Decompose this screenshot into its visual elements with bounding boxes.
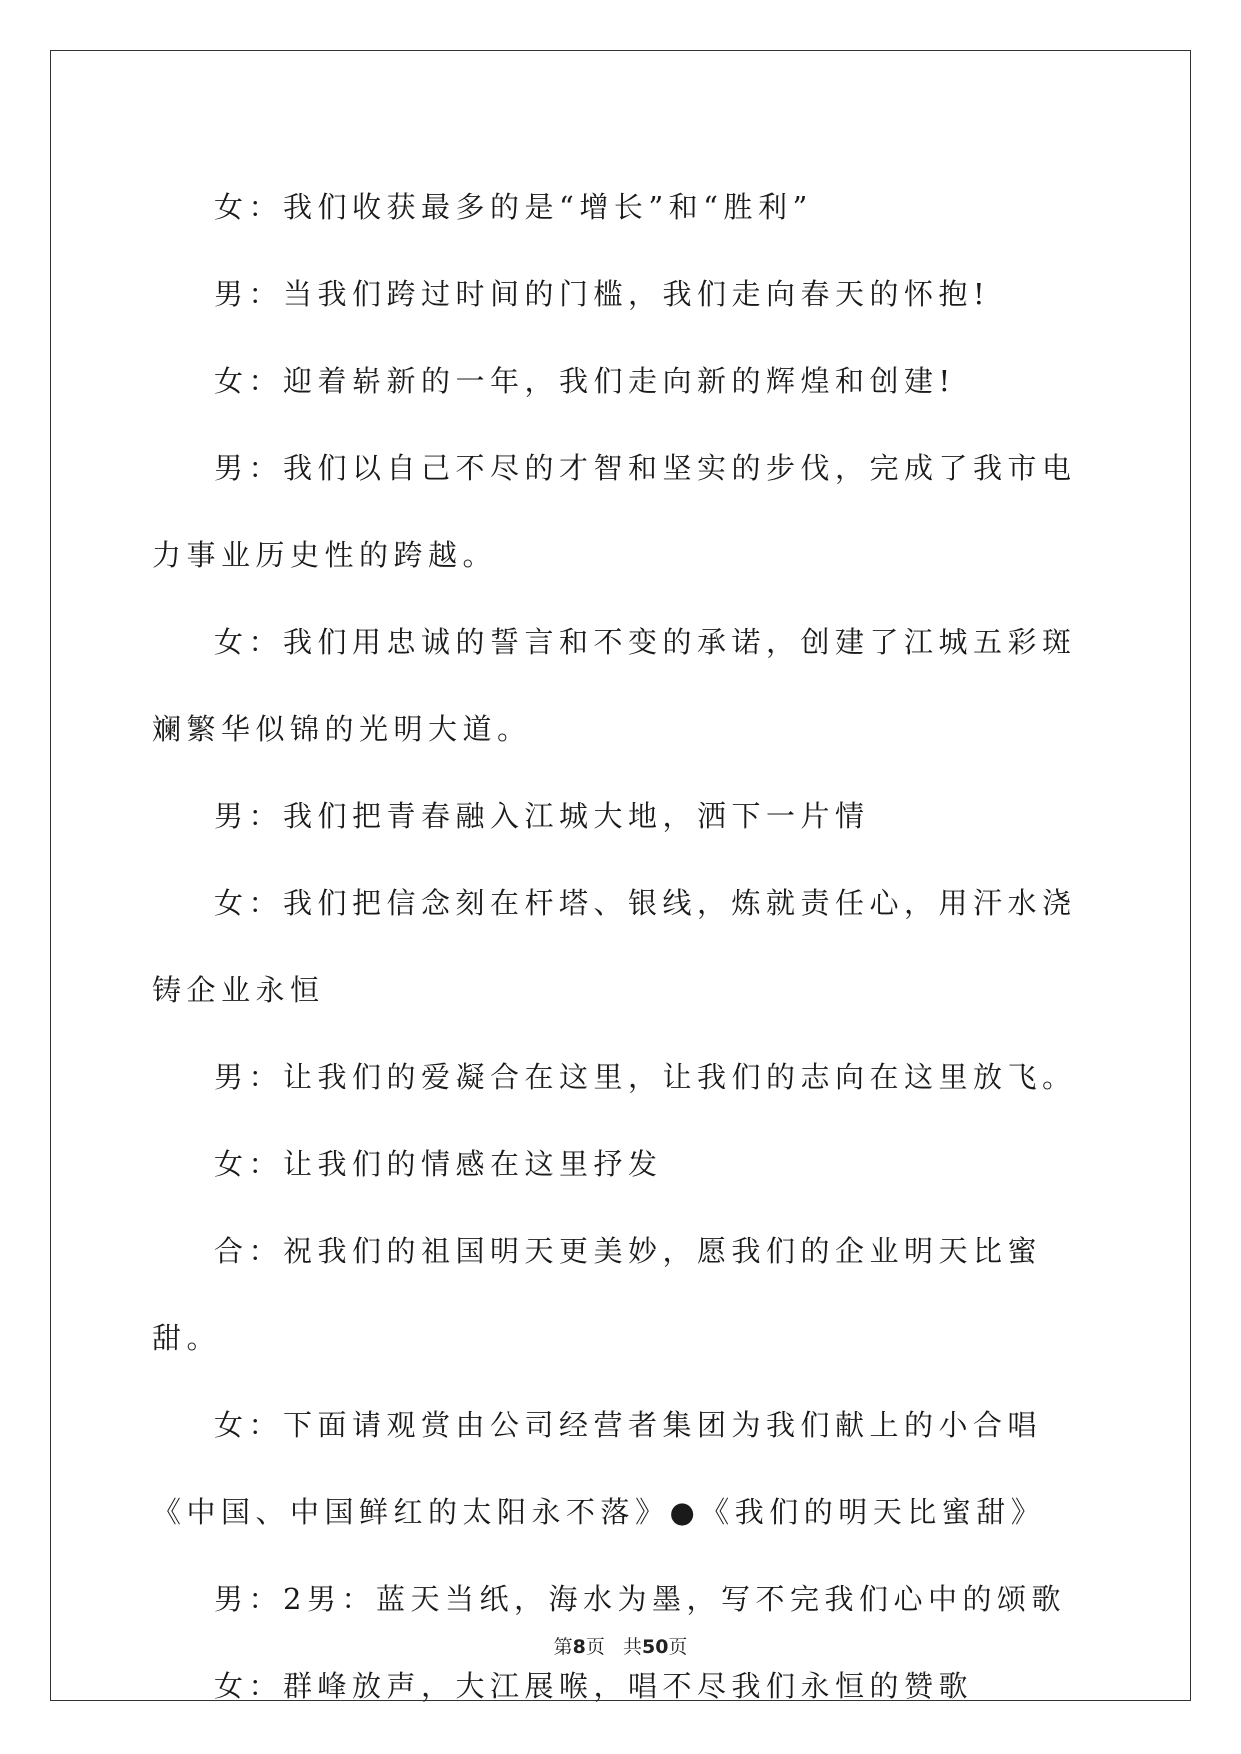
dialogue-line: 女：群峰放声，大江展喉，唱不尽我们永恒的赞歌: [214, 1669, 974, 1703]
dialogue-line: 女：下面请观赏由公司经营者集团为我们献上的小合唱《中国、中国鲜红的太阳永不落》●《我们的明天比蜜甜》: [152, 1408, 1046, 1529]
dialogue-line: 男：我们把青春融入江城大地，洒下一片情: [214, 799, 870, 833]
footer-prefix: 第: [553, 1636, 573, 1658]
dialogue-line: 男：我们以自己不尽的才智和坚实的步伐，完成了我市电力事业历史性的跨越。: [152, 451, 1077, 572]
dialogue-line: 女：我们把信念刻在杆塔、银线，炼就责任心，用汗水浇铸企业永恒: [152, 886, 1077, 1007]
dialogue-line: 女：我们收获最多的是“增长”和“胜利”: [214, 190, 813, 224]
footer-total-unit: 页: [668, 1636, 688, 1658]
footer-page-unit: 页: [585, 1636, 605, 1658]
dialogue-line: 合：祝我们的祖国明天更美妙，愿我们的企业明天比蜜甜。: [152, 1234, 1043, 1355]
current-page-number: 8: [572, 1636, 586, 1658]
dialogue-line: 男：当我们跨过时间的门槛，我们走向春天的怀抱!: [214, 277, 991, 311]
footer-total-prefix: 共: [622, 1636, 642, 1658]
dialogue-line: 女：迎着崭新的一年，我们走向新的辉煌和创建!: [214, 364, 956, 398]
document-body: [152, 164, 1092, 1730]
dialogue-line: 女：让我们的情感在这里抒发: [214, 1147, 663, 1181]
dialogue-line: 男：让我们的爱凝合在这里，让我们的志向在这里放飞。: [214, 1060, 1077, 1094]
page-number-footer: [0, 1632, 1241, 1659]
dialogue-line: 男：2男：蓝天当纸，海水为墨，写不完我们心中的颂歌: [214, 1582, 1066, 1616]
total-pages-number: 50: [641, 1636, 669, 1658]
dialogue-line: 女：我们用忠诚的誓言和不变的承诺，创建了江城五彩斑斓繁华似锦的光明大道。: [152, 625, 1077, 746]
